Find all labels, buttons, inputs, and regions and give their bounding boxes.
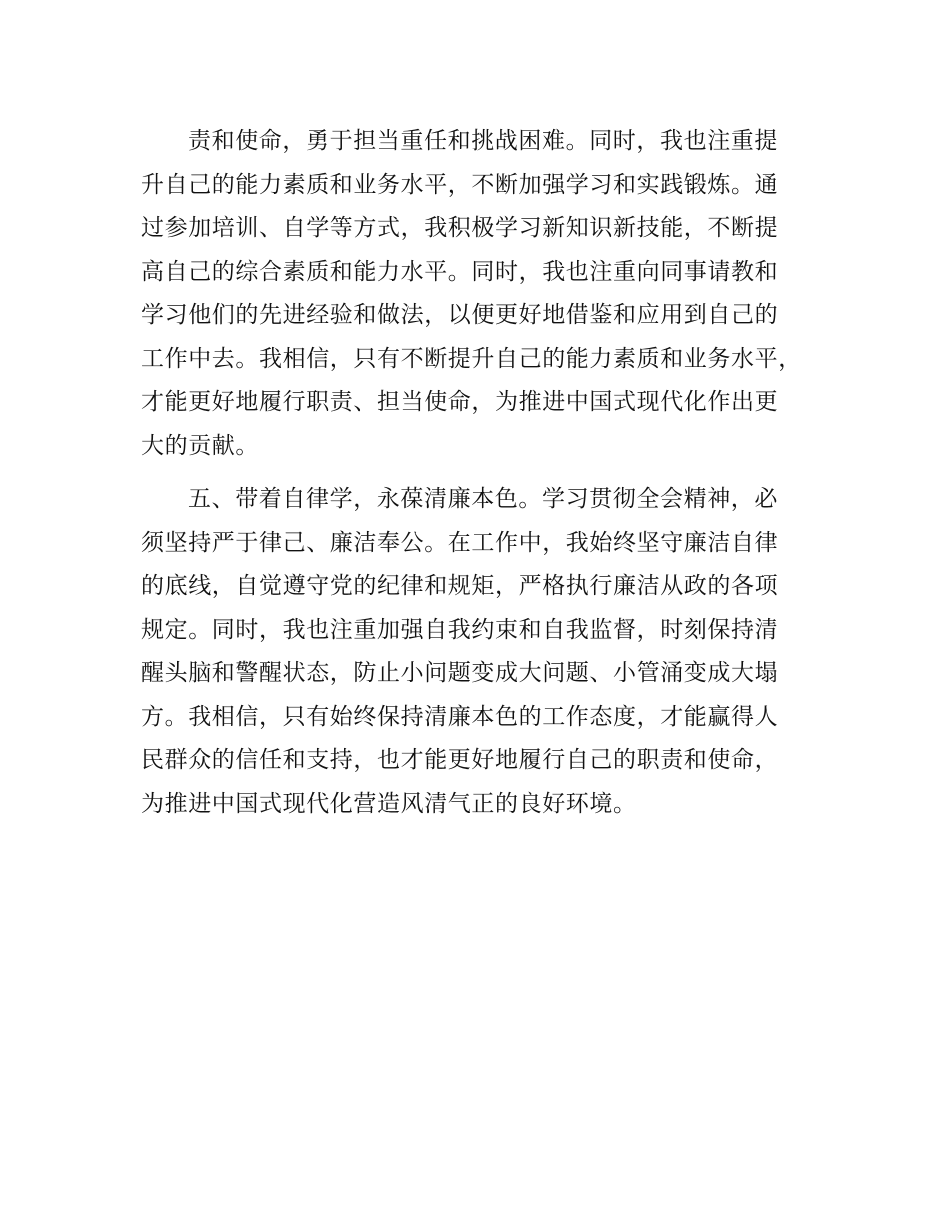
- paragraph-line: 高自己的综合素质和能力水平。同时，我也注重向同事请教和: [141, 258, 779, 285]
- paragraph-line: 大的贡献。: [141, 432, 259, 459]
- paragraph-2: [141, 478, 841, 826]
- paragraph-line: 责和使命，勇于担当重任和挑战困难。同时，我也注重提: [188, 128, 778, 154]
- paragraph-line: 为推进中国式现代化营造风清气正的良好环境。: [141, 790, 637, 817]
- paragraph-line: 方。我相信，只有始终保持清廉本色的工作态度，才能赢得人: [141, 703, 779, 730]
- paragraph-1: [141, 120, 841, 468]
- paragraph-line: 五、带着自律学，永葆清廉本色。学习贯彻全会精神，必: [188, 486, 778, 512]
- paragraph-line: 的底线，自觉遵守党的纪律和规矩，严格执行廉洁从政的各项: [141, 573, 779, 599]
- paragraph-line: 醒头脑和警醒状态，防止小问题变成大问题、小管涌变成大塌: [141, 660, 779, 686]
- paragraph-line: 升自己的能力素质和业务水平，不断加强学习和实践锻炼。通: [141, 171, 779, 198]
- paragraph-line: 学习他们的先进经验和做法，以便更好地借鉴和应用到自己的: [141, 302, 779, 328]
- paragraph-line: 工作中去。我相信，只有不断提升自己的能力素质和业务水平，: [141, 345, 802, 372]
- paragraph-spacer: [141, 468, 841, 478]
- paragraph-line: 才能更好地履行职责、担当使命，为推进中国式现代化作出更: [141, 389, 779, 415]
- paragraph-line: 过参加培训、自学等方式，我积极学习新知识新技能，不断提: [141, 215, 779, 241]
- paragraph-line: 须坚持严于律己、廉洁奉公。在工作中，我始终坚守廉洁自律: [141, 529, 779, 556]
- paragraph-line: 民群众的信任和支持，也才能更好地履行自己的职责和使命，: [141, 747, 779, 773]
- document-body: [141, 120, 841, 826]
- paragraph-line: 规定。同时，我也注重加强自我约束和自我监督，时刻保持清: [141, 616, 779, 643]
